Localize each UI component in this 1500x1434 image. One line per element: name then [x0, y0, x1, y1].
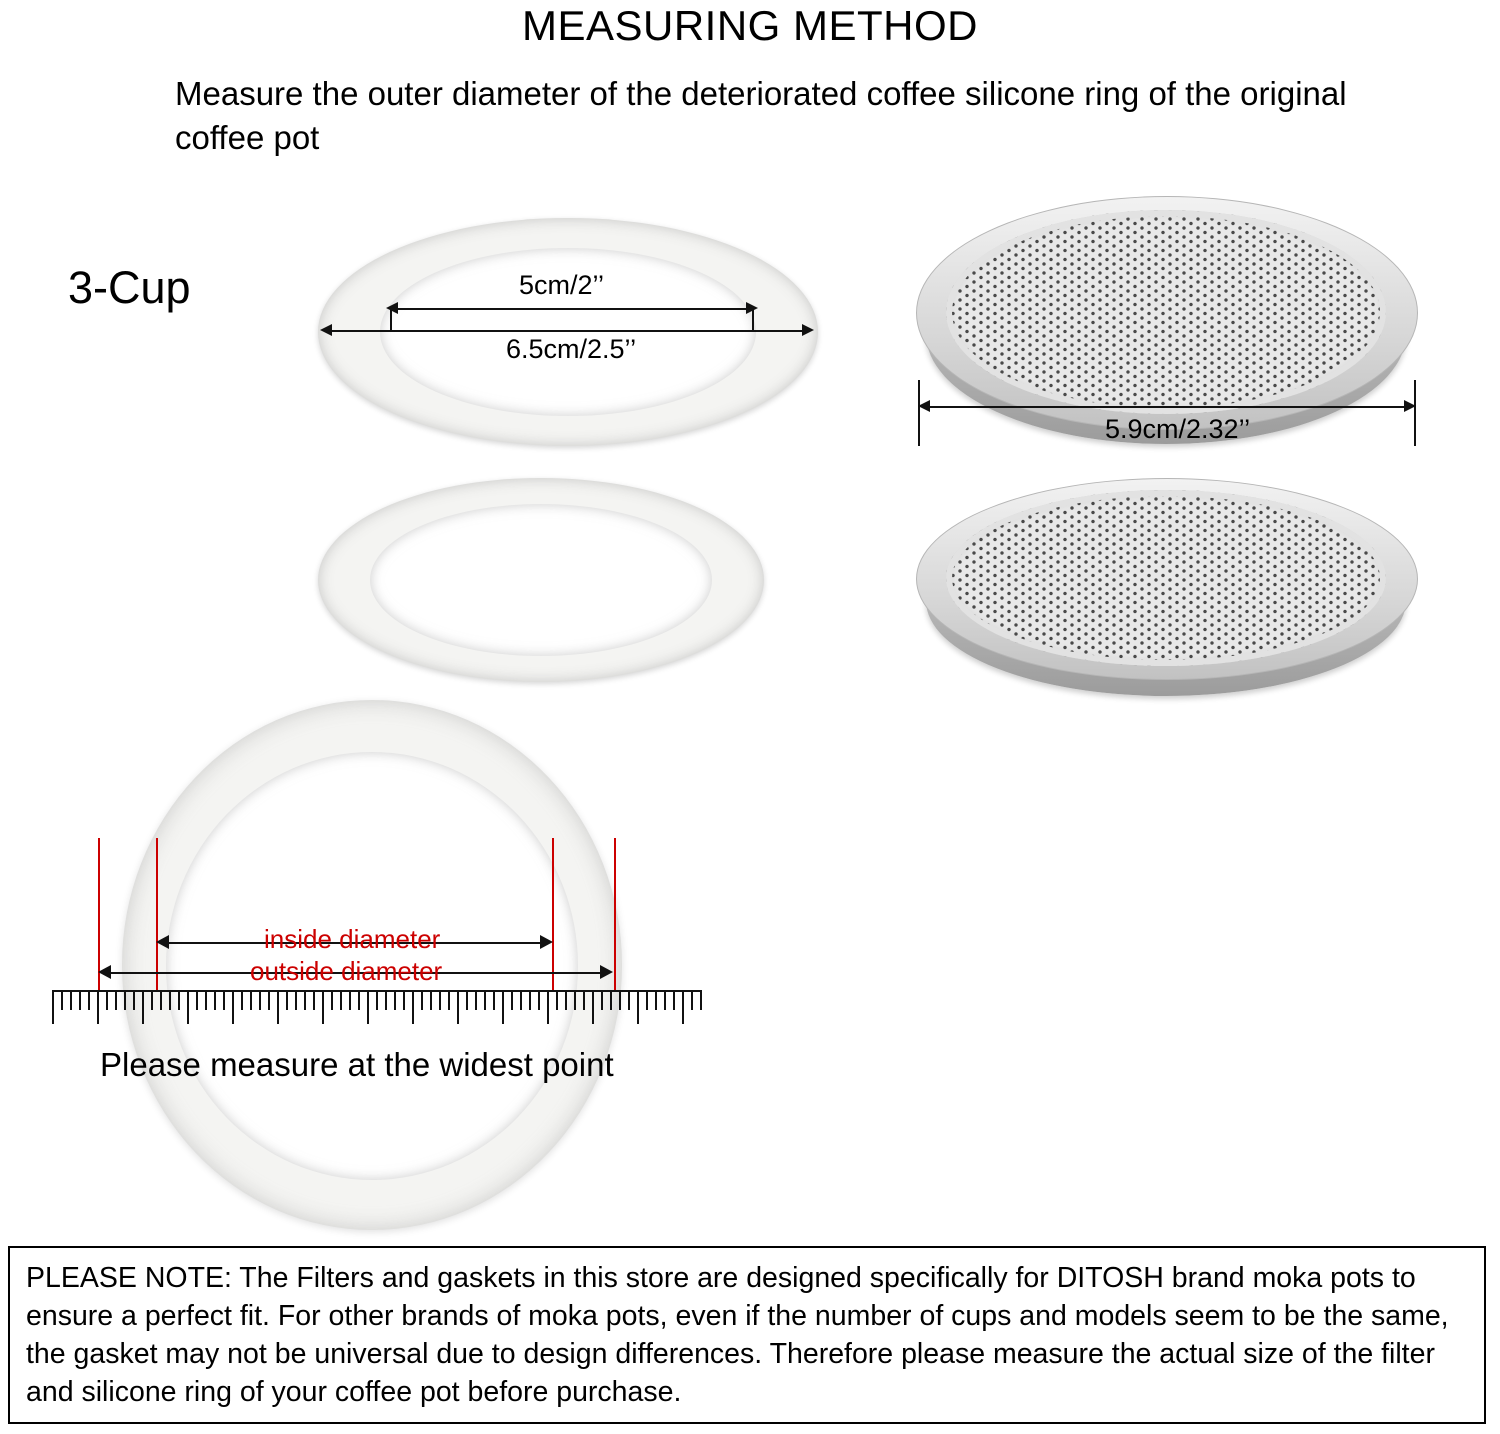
outer-diameter-label: 6.5cm/2.5’’ [506, 334, 637, 364]
ruler-tick [205, 990, 207, 1010]
outer-diameter-arrow-right [802, 324, 814, 336]
ruler-tick [340, 990, 342, 1010]
inside-left-guide [156, 838, 158, 990]
outside-diameter-arrow-right [600, 965, 613, 979]
ruler-tick [223, 990, 225, 1010]
ruler-tick [196, 990, 198, 1010]
outside-diameter-label: outside diameter [250, 956, 443, 986]
ruler-tick [484, 990, 486, 1010]
ruler-tick [106, 990, 108, 1010]
ruler-tick [475, 990, 477, 1010]
ruler-tick [358, 990, 360, 1010]
inside-diameter-label: inside diameter [264, 924, 441, 954]
inner-diameter-label: 5cm/2’’ [519, 270, 605, 300]
filter-diameter-arrow-right [1404, 400, 1416, 412]
ruler-tick [295, 990, 297, 1010]
ruler-tick [178, 990, 180, 1010]
ruler-tick [493, 990, 495, 1010]
ruler-tick [565, 990, 567, 1010]
ruler-tick [160, 990, 162, 1010]
filter-diameter-arrow-left [918, 400, 930, 412]
ruler-tick [610, 990, 612, 1010]
ruler-tick [376, 990, 378, 1010]
ruler-tick [529, 990, 531, 1010]
ruler-tick [547, 990, 549, 1024]
ruler-tick [457, 990, 459, 1024]
ruler-tick [214, 990, 216, 1010]
filter-diameter-tick-left [918, 380, 920, 446]
outer-diameter-line [330, 330, 810, 332]
ruler-tick [115, 990, 117, 1010]
ruler-tick [601, 990, 603, 1010]
ruler-tick [538, 990, 540, 1010]
ruler-tick [430, 990, 432, 1010]
please-note-box [8, 1246, 1486, 1424]
filter-diameter-line [926, 406, 1412, 408]
outside-right-guide [614, 838, 616, 990]
filter-mesh-edge [946, 490, 1386, 666]
ruler-tick [628, 990, 630, 1010]
ruler-tick [700, 990, 702, 1010]
ruler-tick [403, 990, 405, 1010]
ruler-tick [655, 990, 657, 1010]
ruler-tick [583, 990, 585, 1010]
ruler-tick [232, 990, 234, 1024]
silicone-ring-icon [318, 218, 818, 446]
please-note-text: PLEASE NOTE: The Filters and gaskets in this store are designed specifically for DITOSH brand moka pots to ensure a perfect fit. For other brands of moka pots, even if the number of cups and models seem to be the same, the gasket may not be universal due to design differences. Therefore please measure the actual size of the filter and silicone ring of your coffee pot before purchase. [26, 1262, 1449, 1408]
outer-diameter-arrow-left [320, 324, 332, 336]
inside-right-guide [552, 838, 554, 990]
ruler-tick [124, 990, 126, 1010]
ruler-tick [664, 990, 666, 1010]
filter-mesh-edge [946, 210, 1386, 414]
ruler-tick [268, 990, 270, 1010]
ruler-tick [592, 990, 594, 1024]
ruler-tick [511, 990, 513, 1010]
ruler-tick [187, 990, 189, 1024]
ruler-tick [97, 990, 99, 1024]
ruler-tick [52, 990, 54, 1024]
ruler-tick [79, 990, 81, 1010]
ruler-tick [448, 990, 450, 1010]
ruler-tick [133, 990, 135, 1010]
ruler-tick [646, 990, 648, 1010]
ruler-tick [286, 990, 288, 1010]
ruler-tick [412, 990, 414, 1024]
inner-diameter-arrow-left [386, 302, 398, 314]
ruler-tick [421, 990, 423, 1010]
ruler-tick [556, 990, 558, 1010]
page-title: MEASURING METHOD [521, 2, 978, 49]
ruler-tick [385, 990, 387, 1010]
ruler-tick [142, 990, 144, 1024]
inside-diameter-arrow-right [540, 935, 553, 949]
ruler-tick [259, 990, 261, 1010]
page-subtitle: Measure the outer diameter of the deteriorated coffee silicone ring of the original coffee pot [175, 75, 1347, 156]
ruler-tick [502, 990, 504, 1024]
ruler-tick [466, 990, 468, 1010]
ruler-tick [88, 990, 90, 1010]
inner-diameter-tick-left [390, 308, 392, 330]
ruler-tick [520, 990, 522, 1010]
ring-hole [370, 504, 712, 656]
ruler-tick [241, 990, 243, 1010]
inside-diameter-arrow-left [156, 935, 169, 949]
ruler-tick [250, 990, 252, 1010]
ruler-tick [322, 990, 324, 1024]
ruler-tick [619, 990, 621, 1010]
ruler-tick [169, 990, 171, 1010]
outside-diameter-arrow-left [98, 965, 111, 979]
ruler-tick [574, 990, 576, 1010]
silicone-ring-icon-2 [318, 478, 764, 682]
ruler-tick [313, 990, 315, 1010]
ruler-tick [304, 990, 306, 1010]
measure-note: Please measure at the widest point [100, 1046, 614, 1083]
cup-size-label: 3-Cup [68, 262, 191, 313]
ruler-tick [61, 990, 63, 1010]
filter-diameter-label: 5.9cm/2.32’’ [1105, 414, 1251, 444]
inner-diameter-line [390, 308, 754, 310]
ruler-tick [349, 990, 351, 1010]
ruler-tick [151, 990, 153, 1010]
ruler-tick [394, 990, 396, 1010]
inner-diameter-tick-right [752, 308, 754, 330]
ruler-icon [52, 990, 700, 1040]
ruler-tick [277, 990, 279, 1024]
ruler-tick [439, 990, 441, 1010]
filter-diameter-tick-right [1414, 380, 1416, 446]
ruler-tick [367, 990, 369, 1024]
ruler-tick [673, 990, 675, 1010]
ruler-tick [682, 990, 684, 1024]
ruler-tick [691, 990, 693, 1010]
ruler-tick [637, 990, 639, 1024]
ruler-tick [70, 990, 72, 1010]
ruler-tick [331, 990, 333, 1010]
